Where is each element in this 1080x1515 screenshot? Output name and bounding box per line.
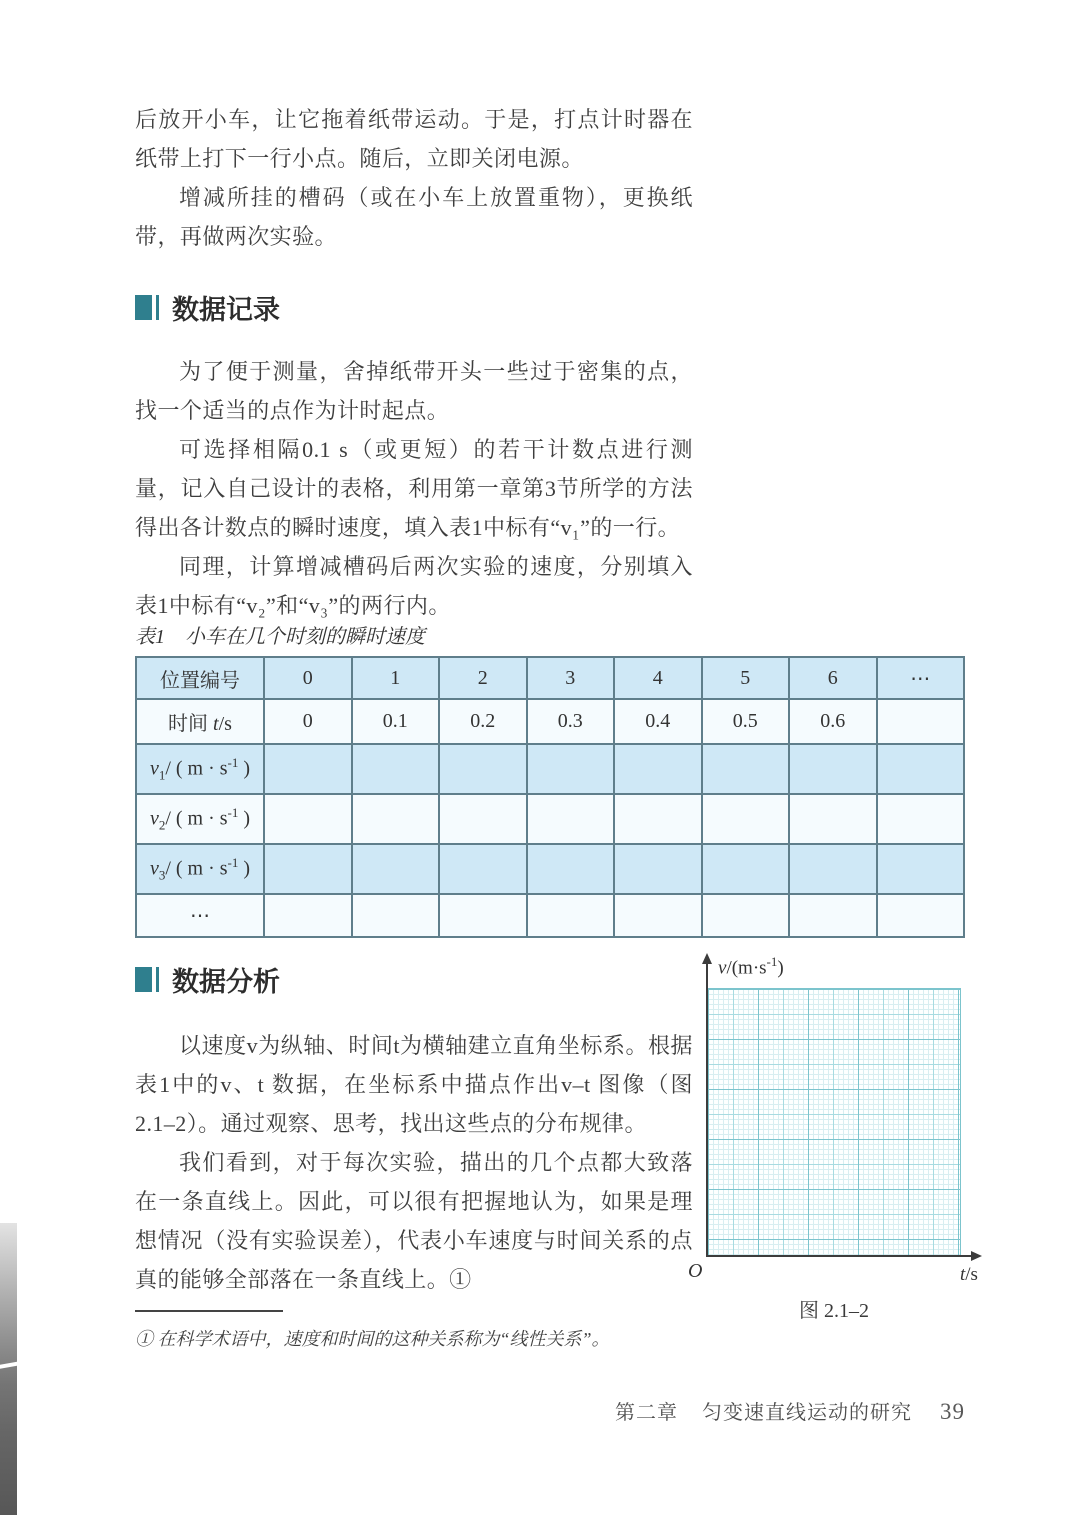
x-axis-line: [706, 1255, 974, 1257]
table-row-label: $v_1/$ ( $m \cdot s^{-1}$ ): [136, 744, 264, 794]
table-cell: [614, 894, 702, 937]
table-row: [136, 699, 964, 744]
paragraph: 后放开小车，让它拖着纸带运动。于是，打点计时器在纸带上打下一行小点。随后，立即关闭电源。: [135, 107, 693, 171]
table-cell: 0.3: [527, 699, 615, 744]
table-cell: [614, 744, 702, 794]
table-row-label: ⋯: [136, 894, 264, 937]
paragraph: 为了便于测量，舍掉纸带开头一些过于密集的点，找一个适当的点作为计时起点。: [135, 359, 693, 423]
table-cell: [877, 794, 965, 844]
paragraph: 增减所挂的槽码（或在小车上放置重物），更换纸带，再做两次实验。: [135, 185, 693, 249]
table-row: [136, 894, 964, 937]
table-cell: 3: [527, 657, 615, 699]
table-cell: [352, 744, 440, 794]
table-cell: [614, 844, 702, 894]
table-cell: 0.6: [789, 699, 877, 744]
table-row-label: $v_2/$ ( $m \cdot s^{-1}$ ): [136, 794, 264, 844]
table-cell: [527, 744, 615, 794]
table-cell: 4: [614, 657, 702, 699]
graph-grid-paper: [708, 988, 961, 1257]
section-header-data-record: [135, 288, 280, 327]
section-marker-icon: [135, 967, 159, 992]
table-cell: 0: [264, 699, 352, 744]
figure-vt-graph: [688, 950, 1000, 1320]
table-cell: [702, 894, 790, 937]
table-cell: 2: [439, 657, 527, 699]
table-cell: 5: [702, 657, 790, 699]
table-cell: [702, 794, 790, 844]
table-caption: 表1 小车在几个时刻的瞬时速度: [135, 626, 425, 648]
table-cell: 0.4: [614, 699, 702, 744]
table-cell: [877, 844, 965, 894]
table-cell: [264, 794, 352, 844]
table-cell: [527, 844, 615, 894]
paragraph: 可选择相隔0.1 s（或更短）的若干计数点进行测量，记入自己设计的表格，利用第一章第3节所学的方法得出各计数点的瞬时速度，填入表1中标有“v₁”的一行。: [135, 437, 693, 540]
footnote-text: ① 在科学术语中，速度和时间的这种关系称为“线性关系”。: [135, 1329, 610, 1349]
figure-caption: 图 2.1–2: [799, 1300, 869, 1322]
page-edge-shadow: [0, 1223, 17, 1515]
footer-chapter: 第二章: [615, 1402, 678, 1424]
paragraph: 我们看到，对于每次实验，描出的几个点都大致落在一条直线上。因此，可以很有把握地认为，如果是理想情况（没有实验误差），代表小车速度与时间关系的点真的能够全部落在一条直线上。①: [135, 1150, 693, 1292]
table-cell: [352, 894, 440, 937]
table-cell: 0.1: [352, 699, 440, 744]
table-row-label: $v_3/$ ( $m \cdot s^{-1}$ ): [136, 844, 264, 894]
table-row: [136, 844, 964, 894]
section-header-data-analysis: [135, 960, 280, 999]
table-cell: [789, 744, 877, 794]
table-row: [136, 794, 964, 844]
paragraph: 以速度v为纵轴、时间t为横轴建立直角坐标系。根据表1中的v、t 数据，在坐标系中描点作出v–t 图像（图2.1–2）。通过观察、思考，找出这些点的分布规律。: [135, 1033, 693, 1136]
paragraph: 同理，计算增减槽码后两次实验的速度，分别填入表1中标有“v₂”和“v₃”的两行内。: [135, 554, 693, 618]
table-cell: [439, 794, 527, 844]
section-title: 数据分析: [172, 967, 280, 997]
table-row: [136, 744, 964, 794]
table-cell: 6: [789, 657, 877, 699]
table-cell: [527, 894, 615, 937]
table-row-label: 位置编号: [136, 657, 264, 699]
footer-page-number: 39: [940, 1399, 965, 1424]
table-cell: 0.2: [439, 699, 527, 744]
table-cell: [702, 744, 790, 794]
y-axis-label: $v/(m\cdot s^{-1})$: [718, 954, 784, 979]
table-cell: [439, 894, 527, 937]
footer-title: 匀变速直线运动的研究: [702, 1402, 912, 1424]
table-cell: [352, 844, 440, 894]
table-row-label: 时间 t/s: [136, 699, 264, 744]
page-footer: [135, 1396, 965, 1425]
table-cell: [877, 894, 965, 937]
table-cell: 0: [264, 657, 352, 699]
x-axis-label: t/s: [960, 1264, 978, 1285]
page-fold-highlight: [0, 1360, 17, 1369]
table-cell: [877, 699, 965, 744]
table-cell: [439, 744, 527, 794]
x-axis-arrow-icon: [971, 1251, 982, 1261]
table-cell: [614, 794, 702, 844]
record-paragraphs: [135, 352, 693, 625]
table-cell: [352, 794, 440, 844]
section-title: 数据记录: [172, 295, 280, 325]
table-cell: [264, 744, 352, 794]
table-cell: ⋯: [877, 657, 965, 699]
table-cell: [789, 894, 877, 937]
table-cell: [527, 794, 615, 844]
intro-paragraphs: [135, 100, 693, 256]
analysis-paragraphs: [135, 1026, 693, 1299]
table-cell: [264, 844, 352, 894]
table-cell: 1: [352, 657, 440, 699]
table-cell: [264, 894, 352, 937]
section-marker-icon: [135, 295, 159, 320]
table-cell: 0.5: [702, 699, 790, 744]
y-axis-arrow-icon: [702, 953, 712, 964]
table-row: [136, 657, 964, 699]
data-table: [135, 656, 965, 938]
table-cell: [789, 794, 877, 844]
axis-origin-label: O: [688, 1260, 703, 1282]
table-cell: [702, 844, 790, 894]
footnote-divider: [135, 1310, 283, 1312]
table-cell: [439, 844, 527, 894]
table-cell: [877, 744, 965, 794]
table-cell: [789, 844, 877, 894]
